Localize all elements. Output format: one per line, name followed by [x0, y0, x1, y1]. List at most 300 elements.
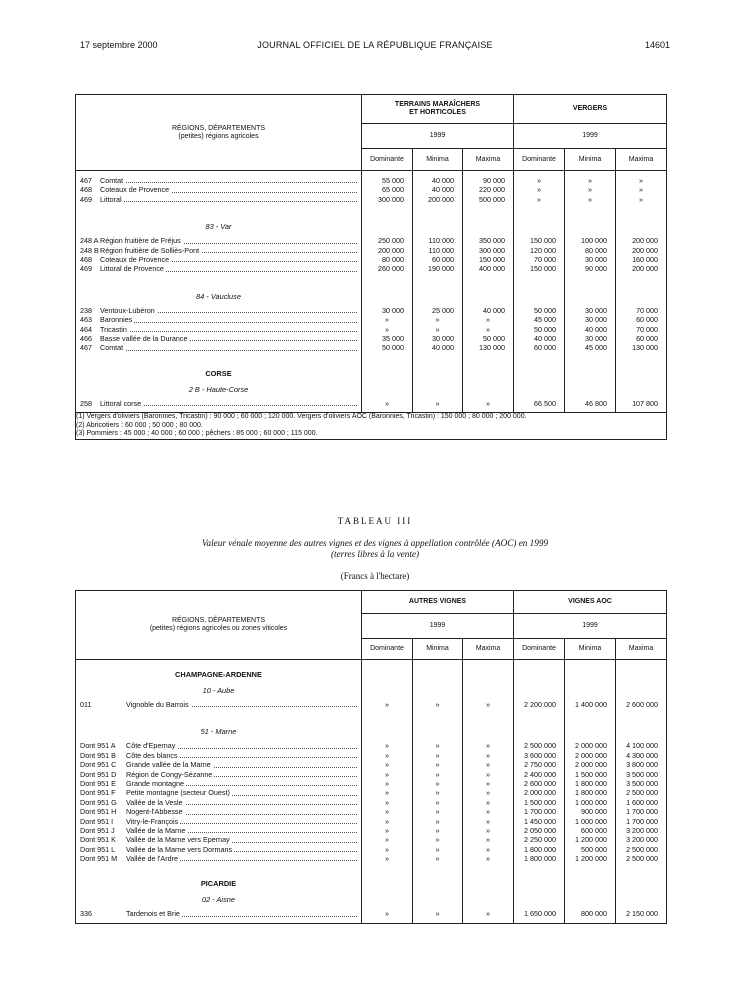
row-name: [76, 760, 213, 769]
row-label: [76, 236, 361, 245]
value-cell: 150 000: [479, 254, 506, 264]
row-name: [76, 826, 187, 835]
value-cell: »: [486, 835, 490, 845]
row-name: [76, 176, 125, 185]
row-region-name: Comtat: [100, 176, 124, 185]
row-name: [76, 700, 191, 709]
value-cell: 3 200 000: [626, 835, 659, 845]
value-cell: 55 000: [382, 176, 404, 185]
value-cell: »: [486, 807, 490, 817]
row-label: [76, 741, 361, 750]
row-label: [76, 255, 361, 264]
value-cell: »: [486, 750, 490, 760]
row-code: Dont 951 D: [80, 769, 117, 779]
spacer: [463, 288, 513, 306]
spacer: [463, 891, 513, 909]
subcolumn-header: Dominante: [362, 639, 413, 660]
row-code: Dont 951 A: [80, 741, 116, 751]
row-region-name: Littoral: [100, 194, 122, 204]
row-label: [76, 306, 361, 315]
value-column: [616, 660, 667, 924]
spacer: [362, 863, 412, 877]
value-cell: »: [435, 909, 440, 919]
row-name: [76, 770, 214, 779]
value-cell: 900 000: [581, 807, 608, 817]
tableau-title-line2: (terres libres à la vente): [330, 549, 420, 559]
row-region-name: Région fruitière de Solliès-Pont: [100, 245, 200, 255]
spacer: [463, 218, 513, 236]
subcolumn-header: Minima: [413, 639, 463, 660]
value-cell: 2 600 000: [626, 700, 659, 709]
row-name: [76, 255, 171, 264]
spacer: [76, 709, 361, 723]
value-cell: »: [385, 807, 389, 817]
column-group-header-2: VERGERS: [514, 95, 667, 124]
subcolumn-header: Maxima: [463, 149, 514, 171]
row-region-name: Nogent-l'Abbesse: [126, 807, 183, 817]
row-name: [76, 399, 143, 408]
value-cell: 46 800: [585, 398, 608, 408]
value-cell: 1 000 000: [575, 797, 608, 807]
value-cell: 45 000: [585, 343, 608, 353]
value-cell: 400 000: [479, 264, 506, 274]
tableau-title-line1: Valeur vénale moyenne des autres vignes et des vignes à appellation contrôlée (AOC) en 1999: [201, 538, 549, 548]
spacer: [514, 709, 564, 723]
spacer: [514, 288, 564, 306]
spacer: [565, 367, 615, 381]
spacer: [565, 723, 615, 741]
spacer: [463, 877, 513, 891]
value-cell: 500 000: [479, 194, 506, 204]
row-code: Dont 951 H: [80, 807, 117, 817]
table-vignes: [75, 590, 667, 924]
row-region-name: Vallée de la Marne vers Dormans: [126, 844, 233, 854]
row-name: [76, 343, 125, 352]
value-column: [565, 171, 616, 413]
value-cell: »: [435, 741, 440, 751]
value-cell: 2 050 000: [524, 825, 557, 835]
section-heading: 10 - Aube: [202, 686, 235, 695]
spacer: [413, 288, 462, 306]
value-cell: 2 000 000: [575, 760, 608, 770]
value-cell: 130 000: [479, 343, 506, 353]
value-cell: 3 200 000: [626, 825, 659, 835]
spacer: [463, 274, 513, 288]
value-cell: 1 650 000: [524, 909, 557, 919]
value-column: [514, 171, 565, 413]
spacer: [413, 682, 462, 700]
column-header-region: RÉGIONS, DÉPARTEMENTS (petites) régions agricoles: [76, 95, 362, 171]
row-name: [76, 909, 182, 918]
spacer: [362, 668, 412, 682]
header-date: 17 septembre 2000: [80, 40, 158, 50]
value-cell: 2 200 000: [524, 700, 557, 709]
region-heading: CORSE: [205, 368, 232, 378]
value-cell: »: [537, 194, 542, 204]
spacer: [514, 204, 564, 218]
row-label: [76, 246, 361, 255]
value-cell: 150 000: [530, 264, 557, 274]
value-column: [413, 171, 463, 413]
value-cell: 200 000: [632, 236, 659, 246]
header-page-number: 14601: [644, 40, 670, 50]
row-label: [76, 195, 361, 204]
spacer: [565, 891, 615, 909]
row-label: [76, 315, 361, 324]
row-label: [76, 779, 361, 788]
value-cell: 250 000: [378, 236, 404, 246]
value-cell: 70 000: [534, 254, 557, 264]
spacer: [463, 723, 513, 741]
row-label: [76, 343, 361, 352]
value-cell: 200 000: [428, 194, 454, 204]
tableau-unit: (Francs à l'hectare): [340, 571, 410, 581]
value-cell: 50 000: [483, 333, 506, 343]
spacer: [565, 668, 615, 682]
value-cell: »: [639, 176, 644, 185]
subcolumn-header: Dominante: [514, 639, 565, 660]
row-code: 464: [80, 324, 92, 334]
spacer: [413, 367, 462, 381]
spacer: [565, 288, 615, 306]
value-cell: 40 000: [534, 333, 557, 343]
section-heading: 2 B - Haute-Corse: [188, 384, 249, 394]
value-cell: »: [385, 854, 389, 864]
spacer: [463, 381, 513, 399]
value-cell: 2 000 000: [575, 741, 608, 751]
spacer: [463, 863, 513, 877]
spacer: [565, 218, 615, 236]
value-cell: 3 800 000: [626, 760, 659, 770]
value-cell: »: [435, 778, 440, 788]
spacer: [362, 274, 412, 288]
value-cell: »: [486, 825, 490, 835]
value-cell: 80 000: [585, 245, 608, 255]
spacer: [413, 381, 462, 399]
row-name: [76, 751, 180, 760]
spacer: [413, 891, 462, 909]
row-name: [76, 236, 183, 245]
row-code: Dont 951 J: [80, 825, 115, 835]
value-cell: »: [385, 797, 389, 807]
row-code: 011: [80, 700, 92, 709]
value-cell: »: [486, 700, 490, 709]
value-cell: 600 000: [581, 825, 608, 835]
value-cell: 1 700 000: [626, 807, 659, 817]
spacer: [413, 668, 462, 682]
row-code: Dont 951 C: [80, 760, 117, 770]
value-cell: 2 600 000: [524, 778, 557, 788]
spacer: [362, 877, 412, 891]
value-cell: 70 000: [636, 324, 659, 334]
value-column: [514, 660, 565, 924]
page-header: [80, 40, 670, 54]
row-region-name: Littoral de Provence: [100, 264, 164, 274]
value-cell: »: [385, 760, 389, 770]
value-cell: »: [435, 398, 440, 408]
value-cell: 60 000: [636, 333, 659, 343]
value-cell: »: [385, 398, 389, 408]
row-region-name: Vitry-le-François: [126, 816, 179, 826]
row-code: 238: [80, 305, 92, 315]
value-cell: 40 000: [432, 343, 454, 353]
row-code: 468: [80, 185, 92, 195]
value-cell: 2 000 000: [575, 750, 608, 760]
value-cell: »: [486, 854, 490, 864]
value-cell: 40 000: [432, 176, 454, 185]
spacer: [514, 723, 564, 741]
value-cell: 1 500 000: [524, 797, 557, 807]
row-name: [76, 779, 186, 788]
tableau-title: [0, 538, 750, 560]
value-cell: 50 000: [534, 305, 557, 315]
spacer: [616, 218, 666, 236]
subcolumn-header: Minima: [413, 149, 463, 171]
spacer: [413, 863, 462, 877]
row-label: [76, 399, 361, 408]
value-cell: »: [435, 797, 440, 807]
row-region-name: Vallée de l'Ardre: [126, 854, 178, 864]
spacer: [463, 709, 513, 723]
value-cell: 200 000: [378, 245, 404, 255]
value-column: [463, 660, 514, 924]
row-code: 248 A: [80, 236, 99, 246]
column-group-header-1: TERRAINS MARAÎCHERS ET HORTICOLES: [362, 95, 514, 124]
value-cell: 1 000 000: [575, 816, 608, 826]
value-cell: 200 000: [632, 264, 659, 274]
spacer: [616, 891, 666, 909]
spacer: [616, 877, 666, 891]
value-cell: »: [385, 769, 389, 779]
value-cell: 2 000 000: [524, 788, 557, 798]
value-cell: 50 000: [382, 343, 404, 353]
value-cell: 1 200 000: [575, 854, 608, 864]
row-region-name: Littoral corse: [100, 398, 142, 408]
spacer: [362, 204, 412, 218]
spacer: [616, 668, 666, 682]
value-cell: 800 000: [581, 909, 608, 919]
value-cell: »: [486, 844, 490, 854]
row-region-name: Grande vallée de la Marne: [126, 760, 211, 770]
value-cell: 220 000: [479, 185, 506, 195]
note-line: (2) Abricotiers : 60 000 ; 50 000 ; 80 000.: [76, 421, 203, 429]
value-column: [565, 660, 616, 924]
row-label: [76, 854, 361, 863]
value-column: [616, 171, 667, 413]
row-name: [76, 185, 171, 194]
value-cell: »: [486, 788, 490, 798]
value-cell: 90 000: [585, 264, 608, 274]
spacer: [514, 863, 564, 877]
subcolumn-header: Maxima: [616, 149, 667, 171]
spacer: [565, 274, 615, 288]
value-cell: »: [385, 844, 389, 854]
region-heading: PICARDIE: [200, 879, 237, 889]
row-label: [76, 334, 361, 343]
spacer: [362, 709, 412, 723]
row-name: [76, 817, 180, 826]
spacer: [463, 204, 513, 218]
row-name: [76, 807, 185, 816]
value-cell: 110 000: [428, 245, 454, 255]
value-cell: »: [588, 194, 593, 204]
spacer: [76, 204, 361, 218]
row-label: [76, 700, 361, 709]
row-code: 258: [80, 398, 92, 408]
value-cell: 160 000: [632, 254, 659, 264]
value-cell: 1 600 000: [626, 797, 659, 807]
row-region-name: Coteaux de Provence: [100, 254, 170, 264]
value-cell: 1 700 000: [626, 816, 659, 826]
value-cell: 100 000: [581, 236, 608, 246]
row-region-name: Vallée de la Marne vers Epernay: [126, 835, 230, 845]
value-cell: 200 000: [632, 245, 659, 255]
value-cell: »: [435, 816, 440, 826]
value-cell: »: [385, 835, 389, 845]
row-name: [76, 334, 190, 343]
value-cell: »: [385, 816, 389, 826]
value-cell: »: [385, 315, 389, 325]
value-cell: 2 150 000: [626, 909, 659, 919]
value-cell: »: [486, 760, 490, 770]
year-header-1: 1999: [362, 124, 514, 149]
spacer: [514, 367, 564, 381]
value-column: [362, 171, 413, 413]
value-cell: 50 000: [534, 324, 557, 334]
row-name: [76, 264, 166, 273]
spacer: [413, 877, 462, 891]
region-column: [76, 660, 362, 924]
spacer: [616, 274, 666, 288]
spacer: [413, 709, 462, 723]
row-label: [76, 845, 361, 854]
spacer: [362, 381, 412, 399]
value-cell: 25 000: [432, 305, 454, 315]
section-heading: 51 - Marne: [200, 727, 237, 737]
value-cell: »: [486, 769, 490, 779]
spacer: [565, 877, 615, 891]
value-cell: 150 000: [530, 236, 557, 246]
value-cell: 1 200 000: [575, 835, 608, 845]
year-header-1: 1999: [362, 614, 514, 639]
value-cell: 30 000: [432, 333, 454, 343]
year-header-2: 1999: [514, 614, 667, 639]
spacer: [565, 863, 615, 877]
value-cell: 2 250 000: [524, 835, 557, 845]
spacer: [565, 709, 615, 723]
row-name: [76, 788, 232, 797]
row-label: [76, 176, 361, 185]
row-code: 463: [80, 315, 92, 325]
value-cell: 2 500 000: [626, 854, 659, 864]
spacer: [616, 709, 666, 723]
value-cell: 60 000: [534, 343, 557, 353]
spacer: [362, 218, 412, 236]
value-cell: 1 400 000: [575, 700, 608, 709]
row-name: [76, 845, 234, 854]
value-cell: 350 000: [479, 236, 506, 246]
value-cell: »: [537, 185, 542, 195]
value-cell: 1 500 000: [575, 769, 608, 779]
spacer: [565, 353, 615, 367]
value-cell: »: [385, 825, 389, 835]
spacer: [616, 204, 666, 218]
spacer: [616, 863, 666, 877]
value-cell: »: [486, 797, 490, 807]
value-cell: 70 000: [636, 305, 659, 315]
spacer: [514, 381, 564, 399]
row-name: [76, 315, 134, 324]
value-cell: »: [435, 844, 440, 854]
value-cell: 2 500 000: [524, 741, 557, 751]
value-cell: 90 000: [483, 176, 506, 185]
value-cell: »: [588, 176, 593, 185]
spacer: [616, 353, 666, 367]
table-notes: [76, 413, 667, 440]
subcolumn-header: Dominante: [362, 149, 413, 171]
value-cell: »: [486, 778, 490, 788]
spacer: [616, 682, 666, 700]
row-region-name: Comtat: [100, 343, 124, 353]
spacer: [413, 218, 462, 236]
value-column: [413, 660, 463, 924]
value-cell: 3 500 000: [626, 769, 659, 779]
row-name: [76, 246, 201, 255]
spacer: [514, 668, 564, 682]
value-cell: 3 500 000: [626, 778, 659, 788]
spacer: [514, 218, 564, 236]
value-cell: 2 750 000: [524, 760, 557, 770]
row-label: [76, 817, 361, 826]
value-cell: »: [435, 825, 440, 835]
value-cell: 107 800: [632, 398, 659, 408]
row-code: 466: [80, 333, 92, 343]
row-name: [76, 195, 124, 204]
spacer: [463, 367, 513, 381]
value-cell: 1 800 000: [524, 854, 557, 864]
row-code: 467: [80, 343, 92, 353]
value-cell: 30 000: [585, 305, 608, 315]
row-label: [76, 798, 361, 807]
row-region-name: Région fruitière de Fréjus: [100, 236, 181, 246]
row-label: [76, 760, 361, 769]
row-region-name: Tardenois et Brie: [126, 909, 180, 919]
value-cell: 110 000: [428, 236, 454, 246]
spacer: [514, 353, 564, 367]
spacer: [565, 204, 615, 218]
value-cell: »: [486, 315, 490, 325]
value-cell: 60 000: [432, 254, 454, 264]
value-cell: 300 000: [378, 194, 404, 204]
column-header-region: RÉGIONS, DÉPARTEMENTS (petites) régions agricoles ou zones viticoles: [76, 591, 362, 660]
spacer: [463, 682, 513, 700]
row-region-name: Basse vallée de la Durance: [100, 333, 188, 343]
region-heading: CHAMPAGNE-ARDENNE: [175, 670, 262, 679]
row-name: [76, 798, 185, 807]
section-heading: 84 - Vaucluse: [196, 291, 241, 301]
value-cell: »: [486, 909, 490, 919]
row-region-name: Grande montagne: [126, 778, 184, 788]
spacer: [616, 288, 666, 306]
spacer: [616, 367, 666, 381]
row-region-name: Côte d'Epernay: [126, 741, 176, 751]
row-code: 469: [80, 194, 92, 204]
value-cell: 1 700 000: [524, 807, 557, 817]
row-code: 467: [80, 176, 92, 185]
spacer: [616, 381, 666, 399]
spacer: [413, 274, 462, 288]
spacer: [362, 353, 412, 367]
